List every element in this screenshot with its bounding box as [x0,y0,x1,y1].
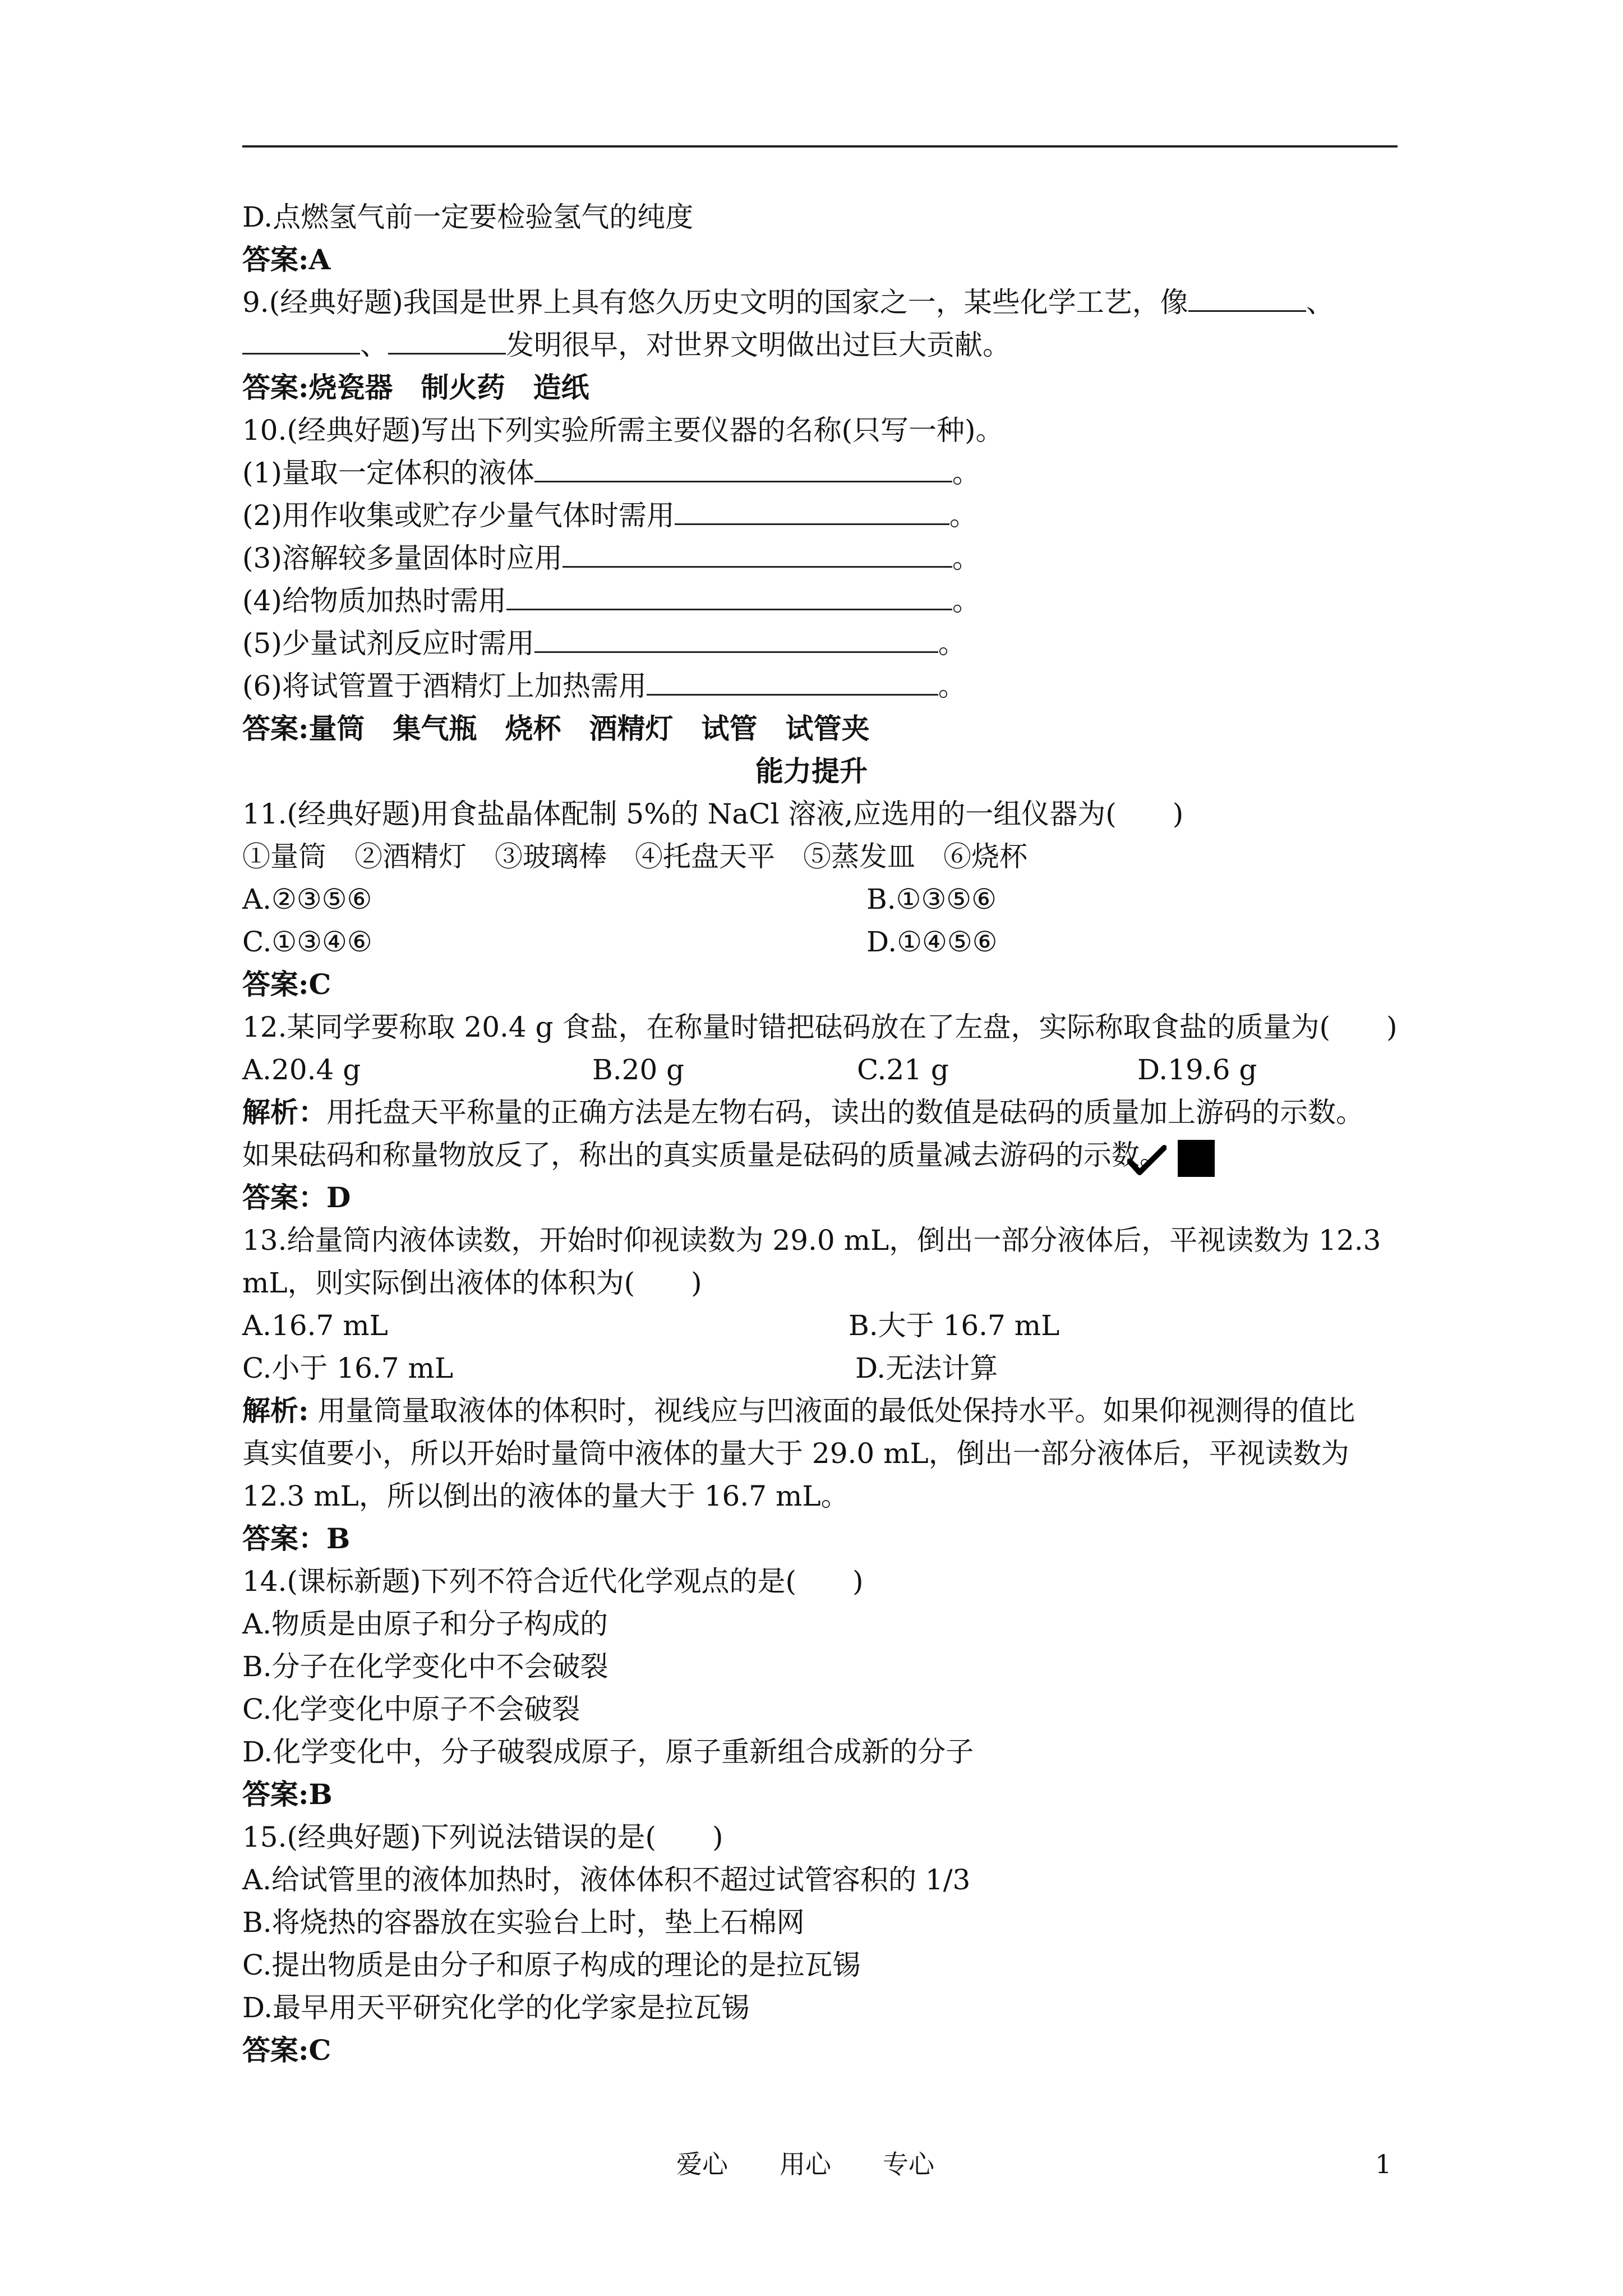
blank-10-4[interactable] [506,584,952,610]
option-b-11: B.①③⑤⑥ [866,883,997,915]
answer-9: 答案:烧瓷器 制火药 造纸 [242,371,589,404]
blank-10-6[interactable] [647,669,938,696]
question-11-list: ①量筒 ②酒精灯 ③玻璃棒 ④托盘天平 ⑤蒸发皿 ⑥烧杯 [242,840,1027,873]
answer-12: 答案：D [242,1181,351,1214]
explanation-13-line2: 真实值要小，所以开始时量筒中液体的量大于 29.0 mL，倒出一部分液体后，平视读数为 [242,1437,1349,1470]
option-a-14: A.物质是由原子和分子构成的 [242,1608,608,1640]
answer-14: 答案:B [242,1778,333,1811]
item-text: (1)量取一定体积的液体 [242,457,534,489]
question-11: 11.(经典好题)用食盐晶体配制 5%的 NaCl 溶液,应选用的一组仪器为( ) [242,798,1184,830]
question-9-text: 9.(经典好题)我国是世界上具有悠久历史文明的国家之一，某些化学工艺，像 [242,286,1188,319]
explanation-label: 解析: [242,1394,309,1427]
check-mark-icon [1127,1144,1166,1176]
explanation-label: 解析： [242,1096,326,1129]
option-b-12: B.20 g [592,1053,685,1086]
item-text: (5)少量试剂反应时需用 [242,627,534,660]
blank-10-3[interactable] [562,541,952,568]
item-text: (3)溶解较多量固体时应用 [242,542,562,574]
period: 。 [952,457,980,489]
item-text: (6)将试管置于酒精灯上加热需用 [242,670,647,702]
explanation-13-line3: 12.3 mL，所以倒出的液体的量大于 16.7 mL。 [242,1480,849,1512]
answer-13: 答案：B [242,1522,351,1555]
item-text: (2)用作收集或贮存少量气体时需用 [242,499,675,532]
explanation-12-line2: 如果砝码和称量物放反了，称出的真实质量是砝码的质量减去游码的示数。 [242,1139,1168,1171]
option-d-8: D.点燃氢气前一定要检验氢气的纯度 [242,201,694,233]
answer-8: 答案:A [242,243,331,276]
option-d-12: D.19.6 g [1137,1053,1257,1086]
period: 。 [938,627,966,660]
period: 。 [949,499,978,532]
blank-10-2[interactable] [675,499,949,525]
option-d-13: D.无法计算 [855,1352,998,1384]
item-text: (4)给物质加热时需用 [242,585,506,617]
option-a-13: A.16.7 mL [242,1309,388,1342]
period: 。 [952,585,980,617]
question-9-line2 [242,328,1011,362]
question-10-item-4 [242,584,980,618]
question-10-item-2 [242,499,978,532]
question-10-item-6 [242,669,966,703]
option-a-12: A.20.4 g [242,1053,361,1086]
option-c-13: C.小于 16.7 mL [242,1352,454,1384]
footer-motto: 爱心 用心 专心 [676,2149,934,2179]
explanation-13-line1 [242,1394,1355,1428]
blank-9-3[interactable] [388,328,506,355]
page-number: 1 [1375,2149,1392,2179]
option-a-15: A.给试管里的液体加热时，液体体积不超过试管容积的 1/3 [242,1864,971,1896]
question-9-tail: 发明很早，对世界文明做出过巨大贡献。 [506,329,1011,361]
option-b-15: B.将烧热的容器放在实验台上时，垫上石棉网 [242,1906,805,1939]
question-13-line2: mL，则实际倒出液体的体积为( ) [242,1267,702,1299]
explanation-text: 用托盘天平称量的正确方法是左物右码，读出的数值是砝码的质量加上游码的示数。 [326,1096,1364,1129]
separator: 、 [360,329,388,361]
blank-9-2[interactable] [242,328,360,355]
question-10: 10.(经典好题)写出下列实验所需主要仪器的名称(只写一种)。 [242,414,1004,447]
redaction-block [1178,1140,1215,1177]
blank-9-1[interactable] [1188,286,1306,312]
explanation-12-line1 [242,1096,1364,1129]
explanation-text: 用量筒量取液体的体积时，视线应与凹液面的最低处保持水平。如果仰视测得的值比 [308,1395,1355,1427]
question-10-item-3 [242,541,980,575]
question-14: 14.(课标新题)下列不符合近代化学观点的是( ) [242,1565,864,1598]
period: 。 [938,670,966,702]
answer-11: 答案:C [242,968,331,1001]
blank-10-5[interactable] [534,627,938,653]
answer-10: 答案:量筒 集气瓶 烧杯 酒精灯 试管 试管夹 [242,712,870,745]
question-10-item-5 [242,627,966,660]
option-d-14: D.化学变化中，分子破裂成原子，原子重新组合成新的分子 [242,1736,974,1768]
question-12: 12.某同学要称取 20.4 g 食盐，在称量时错把砝码放在了左盘，实际称取食盐的质量为( ) [242,1011,1398,1043]
separator: 、 [1306,286,1334,319]
answer-15: 答案:C [242,2033,331,2067]
option-a-11: A.②③⑤⑥ [242,883,372,915]
question-15: 15.(经典好题)下列说法错误的是( ) [242,1821,723,1853]
option-c-15: C.提出物质是由分子和原子构成的理论的是拉瓦锡 [242,1949,861,1981]
option-d-11: D.①④⑤⑥ [866,926,998,958]
period: 。 [952,542,980,574]
header-rule [242,145,1398,148]
question-9-line1 [242,286,1334,319]
option-d-15: D.最早用天平研究化学的化学家是拉瓦锡 [242,1991,750,2024]
option-c-12: C.21 g [857,1053,949,1086]
option-b-14: B.分子在化学变化中不会破裂 [242,1650,608,1683]
section-heading: 能力提升 [755,754,868,788]
option-b-13: B.大于 16.7 mL [849,1309,1060,1342]
question-13-line1: 13.给量筒内液体读数，开始时仰视读数为 29.0 mL，倒出一部分液体后，平视读数为 12.3 [242,1224,1381,1257]
question-10-item-1 [242,456,980,490]
option-c-14: C.化学变化中原子不会破裂 [242,1693,580,1726]
option-c-11: C.①③④⑥ [242,926,372,958]
blank-10-1[interactable] [534,456,952,482]
